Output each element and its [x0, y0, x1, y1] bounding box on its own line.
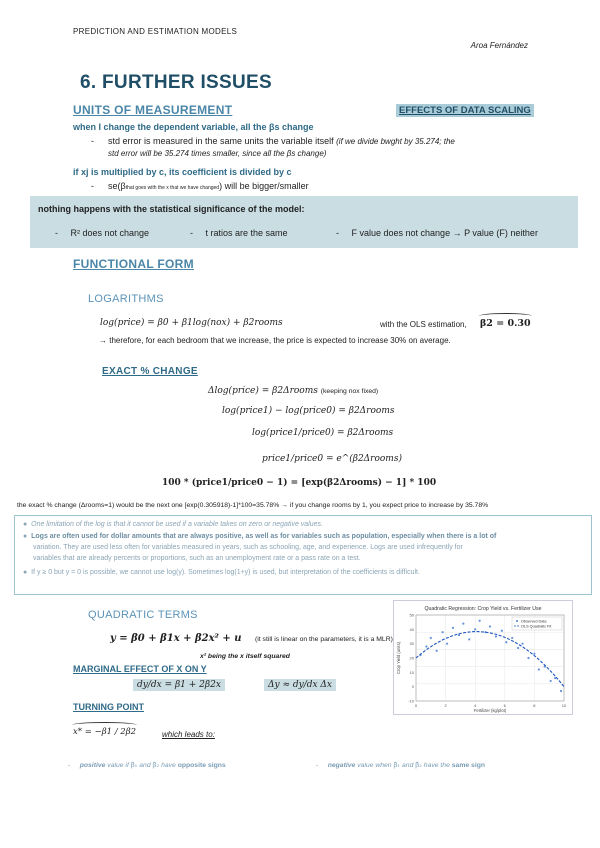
positive-b: value if [107, 762, 129, 769]
log-equation: log(price) = β0 + β1log(nox) + β2rooms [100, 318, 283, 328]
quadratic-equation: y = β0 + β1x + β2x² + u [110, 633, 242, 644]
x-bullet [108, 181, 309, 191]
x-tick-label: 4 [474, 703, 477, 708]
exact-eq-1-note: (keeping nox fixed) [320, 388, 379, 395]
turning-heading: TURNING POINT [73, 702, 144, 712]
data-point [479, 620, 481, 622]
functional-heading: FUNCTIONAL FORM [73, 257, 194, 271]
data-point [468, 638, 470, 640]
data-point [462, 623, 464, 625]
ols-text: with the OLS estimation, [380, 320, 467, 329]
negative-e: same sign [451, 762, 486, 769]
limit-row: ● Logs are often used for dollar amounts that are always positive, as well as for variables such as population, especially when there is a lot of [23, 533, 497, 540]
x-tick-label: 10 [561, 703, 567, 708]
chart-title: Quadratic Regression: Crop Yield vs. Fertilizer Use [424, 606, 542, 612]
x-tick-label: 6 [503, 703, 506, 708]
data-point [505, 641, 507, 643]
data-point [533, 653, 535, 655]
limit-text: variation. They are used less often for variables measured in years, such as schooling, age, and experience. Logs are used infrequently for [33, 544, 463, 551]
legend-entry: Observed Data [521, 619, 547, 624]
quadratic-chart-svg [394, 601, 572, 714]
author: Aroa Fernández [470, 41, 528, 50]
limit-row [33, 554, 585, 564]
exact-eq-2: log(price1) − log(price0) = β2Δrooms [222, 406, 395, 416]
limit-text: Logs are often used for dollar amounts that are always positive, as well as for variables such as population, especially when there is a lot of [31, 533, 497, 540]
exact-eq-5: 100 * (price1/price0 − 1) = [exp(β2Δrooms) − 1] * 100 [162, 478, 437, 488]
negative-sign-note: - negative value when β̂₁ and β̂₂ have the same sign [316, 761, 486, 769]
legend-marker [516, 620, 518, 622]
negative-d: have the [423, 762, 450, 769]
dep-bullet-1 [108, 136, 455, 146]
legend-entry: OLS Quadratic Fit [521, 624, 552, 629]
y-axis-label: Crop Yield (units) [396, 641, 401, 675]
positive-e: opposite signs [177, 762, 226, 769]
data-point [452, 627, 454, 629]
marginal-heading: MARGINAL EFFECT OF X ON Y [73, 664, 207, 674]
box-item: - F value does not change → P value (F) neither [336, 228, 538, 238]
data-point [527, 657, 529, 659]
data-point [538, 668, 540, 670]
y-tick-label: 20 [409, 655, 414, 661]
data-point [495, 635, 497, 637]
limit-row: ● If y ≥ 0 but y = 0 is possible, we cannot use log(y). Sometimes log(1+y) is used, but interpretation of the coefficients is difficult. [23, 569, 420, 576]
bullet-dash: - [91, 181, 94, 191]
marginal-equation: dy/dx = β1 + 2β2x [133, 679, 225, 691]
turning-equation [73, 727, 136, 737]
box-item-text: F value does not change → P value (F) neither [351, 228, 538, 238]
x-tick-label: 0 [414, 703, 418, 708]
box-item-text: t ratios are the same [205, 228, 288, 238]
quadratic-heading: QUADRATIC TERMS [88, 609, 198, 621]
exact-eq-1 [208, 386, 378, 396]
data-point [430, 637, 432, 639]
x-change: if xj is multiplied by c, its coefficient is divided by c [73, 167, 292, 177]
fit-curve [416, 632, 564, 687]
x-axis-label: Fertilizer (kg/plot) [473, 708, 507, 713]
log-heading: LOGARITHMS [88, 293, 164, 305]
ols-estimate [480, 318, 531, 329]
box-title: nothing happens with the statistical significance of the model: [38, 204, 305, 214]
positive-d: have [161, 762, 176, 769]
y-tick-label: 50 [409, 612, 414, 618]
x-tick-label: 8 [533, 703, 536, 708]
exact-explain: the exact % change (Δrooms=1) would be the next one [exp(0.305918)-1]*100=35.78% → if you change rooms by 1, you expect price to increase by 35.78% [17, 502, 489, 509]
ols-estimate-text: β2 = 0.30 [480, 318, 531, 329]
negative-c: and [402, 762, 414, 769]
exact-eq-4: price1/price0 = e^(β2Δrooms) [262, 454, 402, 464]
box-item: - t ratios are the same [190, 228, 288, 238]
log-explain: → therefore, for each bedroom that we increase, the price is expected to increase 30% on average. [99, 336, 451, 345]
quadratic-eq-note: (it still is linear on the parameters, it is a MLR) [255, 636, 393, 643]
positive-word: positive [79, 762, 106, 769]
exact-eq-3: log(price1/price0) = β2Δrooms [252, 428, 394, 438]
log-limitations-box [14, 515, 592, 595]
course-title: PREDICTION AND ESTIMATION MODELS [73, 27, 238, 36]
x-tick-label: 2 [444, 703, 447, 708]
limit-text: One limitation of the log is that it cannot be used if a variable takes on zero or negative values. [31, 521, 323, 528]
units-heading: UNITS OF MEASUREMENT [73, 103, 233, 117]
data-point [521, 643, 523, 645]
hat-accent [73, 727, 136, 737]
data-point [511, 637, 513, 639]
leads-to: which leads to: [162, 730, 215, 739]
bullet-dash: - [91, 136, 94, 146]
exact-heading: EXACT % CHANGE [102, 366, 198, 377]
hat-accent [480, 318, 531, 329]
significance-box [30, 196, 578, 248]
turning-eq-text: x* = −β1 / 2β2 [73, 727, 137, 737]
box-item-text: R² does not change [70, 228, 150, 238]
limit-text: variables that are already percents or proportions, such as an unemployment rate or a pass rate on a test. [33, 555, 361, 562]
dep-bullet-1-text: std error is measured in the same units the variable itself [108, 136, 334, 146]
x2-note: x² being the x itself squared [200, 653, 290, 660]
data-point [436, 650, 438, 652]
x-bullet-end: ) will be bigger/smaller [219, 181, 309, 191]
dep-bullet-1-note: (if we divide bwght by 35.274; the [336, 137, 455, 146]
x-bullet-start: se(β [108, 181, 126, 191]
data-point [425, 645, 427, 647]
dep-change: when I change the dependent variable, all the βs change [73, 122, 314, 132]
limit-text: If y ≥ 0 but y = 0 is possible, we cannot use log(y). Sometimes log(1+y) is used, but interpretation of the coefficients is difficult. [31, 569, 420, 576]
y-tick-label: 40 [409, 626, 414, 632]
data-point [550, 680, 552, 682]
y-tick-label: 0 [411, 684, 414, 690]
y-tick-label: -10 [408, 698, 414, 704]
positive-sign-note: - positive value if β̂₁ and β̂₂ have opposite signs [68, 761, 226, 769]
data-point [446, 643, 448, 645]
limit-row [33, 543, 585, 553]
box-item: - R² does not change [55, 228, 150, 238]
exact-eq-1-text: Δlog(price) = β2Δrooms [208, 386, 318, 396]
dep-bullet-1-note2: std error will be 35.274 times smaller, since all the βs change) [108, 149, 327, 158]
negative-b: value when [357, 762, 392, 769]
data-point [489, 625, 491, 627]
quadratic-chart [393, 600, 573, 715]
page-title: 6. FURTHER ISSUES [80, 72, 272, 93]
data-point [517, 647, 519, 649]
negative-word: negative [327, 762, 356, 769]
effects-label: EFFECTS OF DATA SCALING [396, 104, 534, 117]
data-point [474, 628, 476, 630]
y-tick-label: 30 [409, 641, 414, 647]
positive-c: and [139, 762, 151, 769]
x-bullet-sub: that goes with the x that we have changed [125, 185, 220, 191]
data-point [442, 631, 444, 633]
data-point [560, 690, 562, 692]
approx-equation: Δy ≈ dy/dx Δx [264, 679, 336, 691]
y-tick-label: 10 [409, 669, 414, 675]
limit-row: ● One limitation of the log is that it cannot be used if a variable takes on zero or negative values. [23, 521, 323, 528]
data-point [501, 630, 503, 632]
